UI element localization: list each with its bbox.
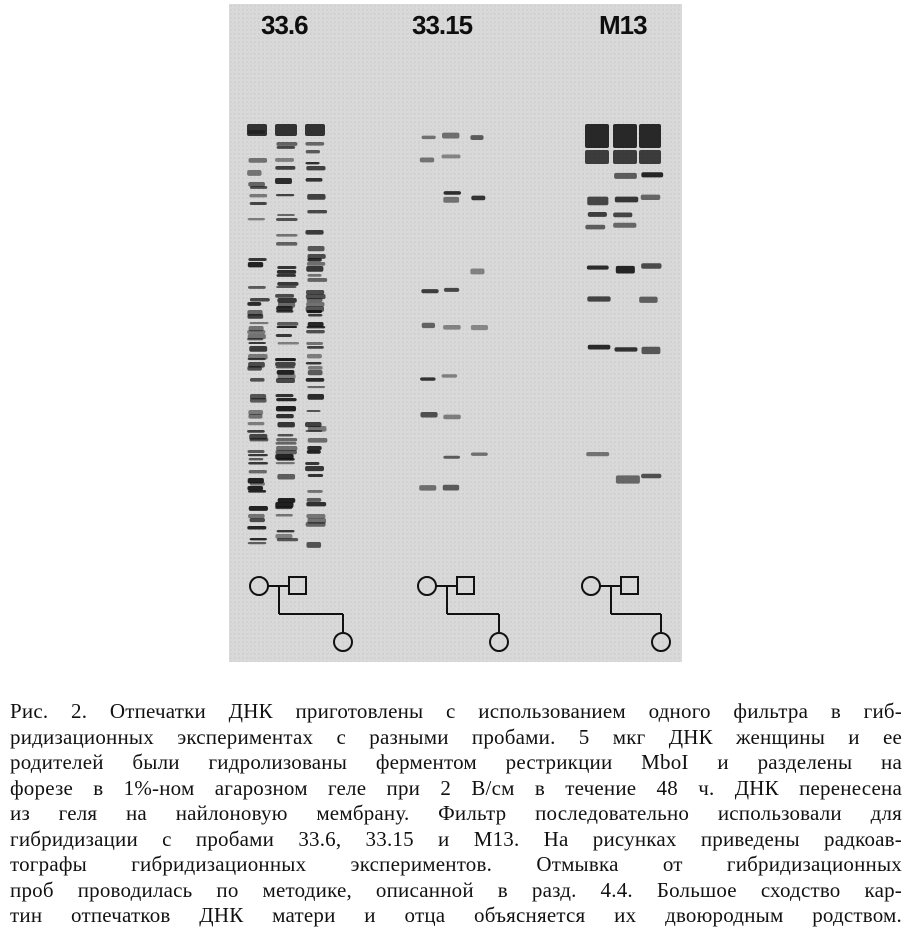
gel-band xyxy=(306,378,325,382)
gel-band xyxy=(443,197,459,203)
gel-band xyxy=(308,370,323,375)
gel-band xyxy=(306,362,322,364)
gel-band xyxy=(588,345,611,350)
gel-band xyxy=(276,274,295,277)
gel-band xyxy=(277,270,296,274)
gel-band xyxy=(306,522,326,527)
gel-band xyxy=(276,398,297,401)
caption-line: гибридизации с пробами 33.6, 33.15 и M13. На рисунках приведены радкоав- xyxy=(10,826,902,851)
caption-line: родителей были гидролизованы ферментом рестрикции MboI и разделены на xyxy=(10,750,902,774)
gel-band xyxy=(307,274,321,277)
gel-band xyxy=(250,186,267,189)
gel-band xyxy=(277,326,298,328)
gel-band xyxy=(442,133,459,139)
gel-band xyxy=(308,474,324,477)
gel-band xyxy=(305,142,324,146)
gel-band xyxy=(247,366,262,371)
gel-band xyxy=(247,486,263,490)
gel-band xyxy=(250,202,267,205)
gel-band xyxy=(249,518,265,522)
gel-band xyxy=(641,263,661,269)
gel-band xyxy=(307,346,324,349)
gel-band xyxy=(276,414,294,418)
gel-band xyxy=(275,450,296,454)
gel-band xyxy=(306,150,320,153)
gel-band xyxy=(307,490,323,493)
gel-band xyxy=(422,136,436,139)
gel-band xyxy=(306,502,326,506)
gel-band xyxy=(247,170,261,176)
gel-band xyxy=(248,358,266,360)
gel-band xyxy=(248,258,266,261)
gel-band xyxy=(308,246,325,251)
gel-band xyxy=(305,124,325,136)
gel-band xyxy=(249,506,268,511)
gel-band xyxy=(307,278,327,282)
gel-band xyxy=(306,302,324,306)
gel-band xyxy=(249,438,268,441)
gel-band xyxy=(306,266,323,272)
gel-band xyxy=(275,178,292,184)
gel-band xyxy=(277,214,295,216)
gel-band xyxy=(585,225,605,230)
gel-band xyxy=(277,434,293,436)
gel-band xyxy=(248,542,267,544)
gel-band xyxy=(306,310,322,313)
gel-band xyxy=(278,342,299,345)
gel-band xyxy=(248,286,266,289)
gel-band xyxy=(276,394,294,397)
gel-band xyxy=(277,458,295,461)
caption-line: тографы гибридизационных экспериментов. Отмывка от гибридизационных xyxy=(10,852,902,876)
gel-band xyxy=(248,514,265,518)
caption-line: тин отпечатков ДНК матери и отца объясняется их двоюродным родством. xyxy=(10,903,902,927)
gel-band xyxy=(307,326,326,328)
gel-band xyxy=(307,446,322,450)
gel-band xyxy=(641,195,661,200)
gel-band xyxy=(308,438,328,443)
gel-band xyxy=(613,213,632,218)
gel-band xyxy=(639,150,661,164)
caption-line: из геля на найлоновую мембрану. Фильтр последовательно использовали для xyxy=(10,801,902,825)
gel-band xyxy=(249,470,267,473)
gel-band xyxy=(247,338,263,340)
gel-band xyxy=(307,262,325,266)
gel-band xyxy=(247,314,263,319)
gel-band xyxy=(247,430,265,433)
gel-band xyxy=(247,124,267,136)
gel-band xyxy=(444,288,459,292)
gel-band xyxy=(587,296,610,301)
gel-band xyxy=(586,452,609,456)
mother-circle-icon xyxy=(250,577,268,595)
gel-band xyxy=(616,266,635,274)
gel-band xyxy=(420,412,437,417)
gel-band xyxy=(306,178,323,182)
gel-band xyxy=(305,430,322,432)
gel-band xyxy=(616,475,640,483)
gel-band xyxy=(248,454,268,456)
gel-band xyxy=(249,346,267,352)
probe-label-m13: M13 xyxy=(599,10,647,40)
gel-band xyxy=(305,466,324,471)
gel-band xyxy=(276,310,293,313)
gel-band xyxy=(250,398,267,403)
gel-band xyxy=(307,394,324,400)
gel-band xyxy=(276,286,296,288)
gel-band xyxy=(587,197,608,206)
caption-line: форезе в 1%-ном агарозном геле при 2 В/см в течение 48 ч. ДНК перенесена xyxy=(10,775,902,800)
gel-band xyxy=(307,210,327,213)
gel-band xyxy=(275,124,297,136)
gel-band xyxy=(444,191,461,195)
gel-band xyxy=(275,158,294,162)
gel-band xyxy=(306,330,325,333)
gel-band xyxy=(248,422,265,425)
gel-band xyxy=(275,442,296,445)
gel-band xyxy=(443,456,460,459)
gel-band xyxy=(443,325,461,330)
gel-band xyxy=(305,462,319,465)
caption-line: Рис. 2. Отпечатки ДНК приготовлены с использованием одного фильтра в гиб- xyxy=(10,699,902,723)
gel-band xyxy=(471,196,485,201)
gel-band xyxy=(588,212,607,217)
gel-band xyxy=(614,173,637,179)
gel-band xyxy=(641,172,663,177)
gel-band xyxy=(306,342,323,345)
gel-band xyxy=(307,386,325,388)
pedigree-m13 xyxy=(575,570,695,660)
gel-band xyxy=(443,485,459,491)
dna-fingerprint-figure xyxy=(229,4,682,662)
gel-band xyxy=(276,142,297,146)
gel-band xyxy=(307,258,321,262)
gel-band xyxy=(585,150,609,164)
gel-band xyxy=(275,166,295,170)
gel-band xyxy=(419,485,436,491)
gel-band xyxy=(250,538,267,540)
figure-caption xyxy=(10,699,902,929)
gel-band xyxy=(306,290,324,294)
pedigree-33-15 xyxy=(413,570,533,660)
gel-band xyxy=(275,294,294,298)
gel-band xyxy=(422,323,435,328)
gel-band xyxy=(277,530,295,532)
gel-band xyxy=(613,124,637,148)
gel-band xyxy=(275,358,296,361)
gel-band xyxy=(277,538,298,541)
gel-band xyxy=(615,197,638,203)
gel-band xyxy=(247,302,261,306)
gel-band xyxy=(276,406,296,411)
gel-band xyxy=(420,158,434,163)
gel-band xyxy=(249,458,264,460)
gel-band xyxy=(585,124,609,148)
gel-band xyxy=(276,334,292,337)
mother-circle-icon xyxy=(582,577,600,595)
daughter-circle-icon xyxy=(652,633,670,651)
gel-band xyxy=(275,534,292,539)
gel-band xyxy=(470,269,484,275)
gel-band xyxy=(250,298,270,301)
gel-band xyxy=(247,450,264,453)
gel-band xyxy=(613,223,636,228)
gel-band xyxy=(276,514,293,517)
gel-band xyxy=(249,322,268,324)
gel-band xyxy=(421,289,438,293)
gel-band xyxy=(277,282,298,286)
gel-band xyxy=(443,415,461,420)
gel-band xyxy=(308,314,323,316)
gel-band xyxy=(613,150,637,164)
gel-band xyxy=(442,374,458,377)
gel-band xyxy=(248,158,267,163)
father-square-icon xyxy=(621,577,638,594)
gel-band xyxy=(307,498,322,502)
gel-band xyxy=(307,298,323,302)
gel-band xyxy=(305,230,323,235)
gel-band xyxy=(307,450,321,454)
caption-line: проб проводилась по методике, описанной в разд. 4.4. Большое сходство кар- xyxy=(10,877,902,902)
gel-band xyxy=(276,462,295,464)
father-square-icon xyxy=(289,577,306,594)
gel-band xyxy=(307,354,322,358)
gel-band xyxy=(277,266,296,269)
gel-band xyxy=(249,194,267,197)
gel-band xyxy=(471,325,488,330)
gel-band xyxy=(277,322,298,326)
gel-band xyxy=(275,506,292,509)
gel-band xyxy=(305,162,319,164)
gel-band xyxy=(248,218,265,220)
gel-band xyxy=(248,182,265,187)
gel-band xyxy=(471,452,488,455)
gel-band xyxy=(276,378,295,383)
gel-band xyxy=(642,347,661,354)
gel-band xyxy=(307,410,321,412)
gel-band xyxy=(306,166,325,170)
gel-band xyxy=(587,265,609,269)
gel-band xyxy=(250,378,265,382)
gel-band xyxy=(275,362,296,366)
gel-band xyxy=(420,377,435,380)
gel-band xyxy=(639,297,657,303)
gel-band xyxy=(277,146,296,149)
gel-band xyxy=(308,366,323,370)
gel-band xyxy=(248,342,266,344)
mother-circle-icon xyxy=(418,577,436,595)
gel-band xyxy=(247,330,265,334)
gel-band xyxy=(277,422,294,427)
gel-band xyxy=(276,194,294,196)
gel-band xyxy=(276,366,295,368)
gel-band xyxy=(276,438,297,441)
gel-band xyxy=(250,482,265,486)
father-square-icon xyxy=(457,577,474,594)
gel-band xyxy=(248,262,263,267)
gel-band xyxy=(276,218,298,221)
daughter-circle-icon xyxy=(334,633,352,651)
probe-label-33-6: 33.6 xyxy=(261,10,308,40)
gel-band xyxy=(307,194,325,200)
gel-band xyxy=(248,462,268,465)
gel-band xyxy=(248,414,262,419)
gel-band xyxy=(641,474,661,479)
gel-band xyxy=(306,542,321,548)
gel-band xyxy=(276,234,298,237)
pedigree-33-6 xyxy=(245,570,365,660)
gel-band xyxy=(277,474,295,479)
gel-band xyxy=(441,154,460,158)
caption-line: ридизационных экспериментах с разными пробами. 5 мкг ДНК женщины и ее xyxy=(10,724,902,749)
gel-band xyxy=(306,514,325,518)
daughter-circle-icon xyxy=(490,633,508,651)
gel-band xyxy=(639,124,661,148)
probe-label-33-15: 33.15 xyxy=(412,10,473,40)
gel-band xyxy=(614,347,637,351)
gel-band xyxy=(248,490,266,493)
gel-band xyxy=(247,526,266,530)
autoradiograph-lanes xyxy=(229,4,682,564)
gel-band xyxy=(276,242,297,246)
gel-band xyxy=(470,135,483,140)
